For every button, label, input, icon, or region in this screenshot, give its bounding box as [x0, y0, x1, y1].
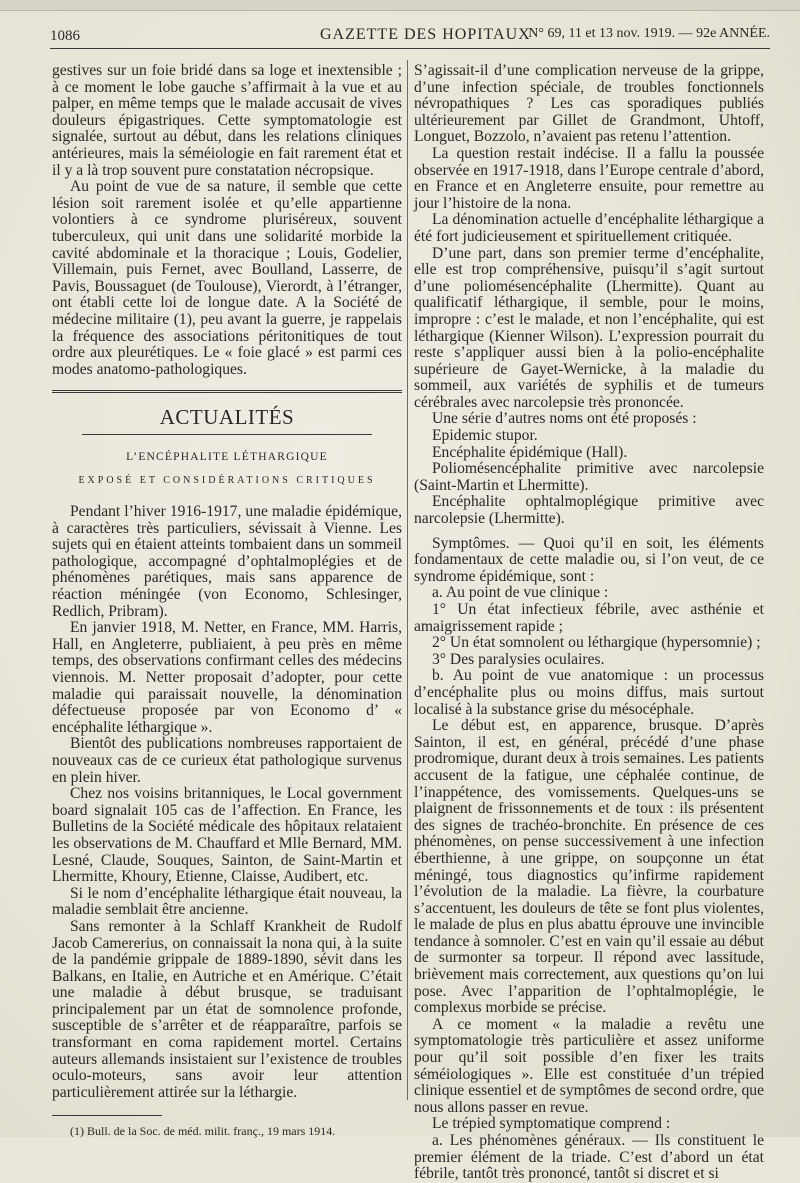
column-divider	[407, 60, 408, 1100]
clinical-item: 3° Des paralysies oculaires.	[432, 650, 605, 668]
clinical-item: 1° Un état infectieux fébrile, avec asthénie et amaigrissement rapide ;	[414, 601, 764, 635]
article-paragraph: D’une part, dans son premier terme d’encéphalite, elle est trop compréhensive, puisqu’il s’agit surtout d’une poliomésencéphalite (Lhermitte). Quant au qualificatif léthargique, il semble, pour le moins, impropre : c’est le malade, et non l’encéphalite, qui est léthargique (Kienner Wilson). L’expression pourrait du reste s’appliquer aussi bien à la polio-encéphalite supérieure de Gayet-Wernicke, à la maladie du sommeil, aux variétés de syphilis et de tumeurs cérébrales avec narcolepsie très prononcée.	[414, 244, 764, 411]
right-column	[414, 63, 764, 1183]
tripod-paragraph: Le trépied symptomatique comprend :	[432, 1115, 671, 1133]
article-paragraph: Pendant l’hiver 1916-1917, une maladie épidémique, à caractères très particuliers, sévissait à Vienne. Les sujets qui en étaient atteints tombaient dans un sommeil pathologique, accompagné d’ophtalmoplégies et de phénomènes parétiques, mais sans apparence de réaction méningée (von Economo, Schlesinger, Redlich, Pribram).	[52, 503, 402, 620]
nature-paragraph: Au point de vue de sa nature, il semble que cette lésion soit rarement isolée et qu’elle appartienne volontiers à ce syndrome pluriséreux, souvent tuberculeux, qui unit dans une solidarité morbide la cavité abdominale et la thoracique ; Louis, Godelier, Villemain, puis Fernet, avec Boulland, Lasserre, de Pavis, Boussaguet (de Toulouse), Vierordt, à l’étranger, ont établi cette loi de longue date. A la Société de médecine militaire (1), peu avant la guerre, je rappelais la fréquence des associations péritonitiques de tout ordre aux pleurétiques. Le « foie glacé » est parmi ces modes anatomo-pathologiques.	[52, 178, 402, 378]
section-rule	[82, 434, 372, 435]
header-rule	[50, 48, 770, 49]
article-paragraph: La question restait indécise. Il a fallu la poussée observée en 1917-1918, dans l’Europe centrale d’abord, en France et en Angleterre ensuite, pour remettre au jour l’histoire de la nona.	[414, 144, 764, 212]
name-item: Epidemic stupor.	[432, 427, 538, 445]
name-item: Poliomésencéphalite primitive avec narcolepsie (Saint-Martin et Lhermitte).	[414, 460, 764, 494]
section-double-rule	[52, 390, 402, 393]
article-paragraph: Sans remonter à la Schlaff Krankheit de Rudolf Jacob Camererius, on connaissait la nona qui, à la suite de la pandémie grippale de 1889-1890, sévit dans les Balkans, en Italie, en Autriche et en Amérique. C’était une maladie à début brusque, se traduisant principalement par un état de somnolence profonde, susceptible de s’arrêter et de réapparaître, parfois se transformant en coma rapidement mortel. Certains auteurs allemands insistaient sur l’existence de troubles oculo-moteurs, sans avoir leur attention particulièrement attirée sur la léthargie.	[52, 917, 402, 1101]
journal-title: GAZETTE DES HOPITAUX	[320, 26, 531, 43]
article-paragraph: En janvier 1918, M. Netter, en France, MM. Harris, Hall, en Angleterre, publiaient, à peu près en même temps, des observations confirmant celles des médecins viennois. M. Netter proposait d’adopter, pour cette maladie qui paraissait nouvelle, la dénomination défectueuse proposée par von Economo d’ « encéphalite léthargique ».	[52, 619, 402, 736]
clinical-heading: a. Au point de vue clinique :	[432, 584, 609, 602]
article-subtitle: EXPOSÉ ET CONSIDÉRATIONS CRITIQUES	[78, 475, 376, 487]
left-column	[52, 63, 402, 1138]
anatomic-paragraph: b. Au point de vue anatomique : un processus d’encéphalite plus ou moins diffus, mais surtout localisé à la substance grise du mésocéphale.	[414, 667, 764, 718]
page-number: 1086	[50, 28, 80, 44]
section-title: ACTUALITÉS	[159, 405, 295, 430]
article-paragraph: La dénomination actuelle d’encéphalite léthargique a été fort judicieusement et spirituellement critiquée.	[414, 211, 764, 245]
issue-info: N° 69, 11 et 13 nov. 1919. — 92e ANNÉE.	[528, 26, 770, 41]
moment-paragraph: A ce moment « la maladie a revêtu une symptomatologie très particulière et assez uniforme pour qu’il soit possible d’en fixer les traits séméiologiques ». Elle est constituée d’un trépied clinique essentiel et de symptômes de second ordre, que nous allons passer en revue.	[414, 1015, 764, 1116]
page-header	[50, 22, 770, 44]
article-paragraph: Bientôt des publications nombreuses rapportaient de nouveaux cas de ce curieux état pathologique survenus en plein hiver.	[52, 735, 402, 786]
footnote: (1) Bull. de la Soc. de méd. milit. franç., 19 mars 1914.	[70, 1124, 336, 1139]
clinical-item: 2° Un état somnolent ou léthargique (hypersomnie) ;	[432, 634, 761, 652]
actualites-section-header	[52, 390, 402, 490]
article-paragraph: S’agissait-il d’une complication nerveuse de la grippe, d’une infection spéciale, de troubles fonctionnels névropathiques ? Les cas sporadiques publiés ultérieurement par Gillet de Grandmont, Uhtoff, Longuet, Bozzolo, n’avaient pas retenu l’attention.	[414, 62, 764, 146]
article-paragraph: Si le nom d’encéphalite léthargique était nouveau, la maladie semblait être ancienne.	[52, 884, 402, 919]
article-title: L’ENCÉPHALITE LÉTHARGIQUE	[126, 450, 328, 463]
general-phenomena-paragraph: a. Les phénomènes généraux. — Ils constituent le premier élément de la triade. C’est d’abord un état fébrile, tantôt très prononcé, tantôt si discret et si	[414, 1132, 764, 1183]
page-top-edge	[0, 0, 800, 11]
names-intro: Une série d’autres noms ont été proposés :	[432, 410, 697, 428]
continued-paragraph: gestives sur un foie bridé dans sa loge et inextensible ; à ce moment le lobe gauche s’affirmait à la vue et au palper, en même temps que le malade accusait de vives douleurs épigastriques. Cette symptomatologie est signalée, surtout au début, dans les relations cliniques antérieures, mais la séméiologie en fait rarement état et il y a là trop souvent pure constatation nécropsique.	[52, 62, 402, 179]
onset-paragraph: Le début est, en apparence, brusque. D’après Sainton, il est, en général, précédé d’une phase prodromique, durant deux à trois semaines. Les patients accusent de la fatigue, une céphalée continue, de l’inappétence, des vomissements. Quelques-uns se plaignent de frissonnements et de toux : ils présentent des signes de trachéo-bronchite. En présence de ces phénomènes, on pense successivement à une infection éberthienne, à une grippe, on soupçonne un état méningé, tous diagnostics qu’infirme rapidement l’évolution de la maladie. La fièvre, la courbature s’accentuent, les douleurs de tête se font plus violentes, le malade de plus en plus abattu éprouve une invincible tendance à somnoler. C’est en vain qu’il essaie au début de surmonter sa torpeur. Il répond avec lassitude, brièvement mais correctement, aux questions qu’on lui pose. Avec l’apparition de l’ophtalmoplégie, le complexus morbide se précise.	[414, 717, 764, 1017]
footnote-rule	[52, 1115, 162, 1116]
name-item: Encéphalite épidémique (Hall).	[432, 443, 628, 461]
article-paragraph: Chez nos voisins britanniques, le Local government board signalait 105 cas de l’affection. En France, les Bulletins de la Société médicale des hôpitaux relataient les observations de M. Chauffard et Mlle Bernard, MM. Lesné, Claude, Souques, Sainton, de Saint-Martin et Lhermitte, Khoury, Etienne, Claisse, Audibert, etc.	[52, 785, 402, 886]
symptoms-intro: Symptômes. — Quoi qu’il en soit, les éléments fondamentaux de cette maladie ou, si l’on veut, de ce syndrome épidémique, sont :	[414, 534, 764, 585]
name-item: Encéphalite ophtalmoplégique primitive avec narcolepsie (Lhermitte).	[414, 493, 764, 528]
